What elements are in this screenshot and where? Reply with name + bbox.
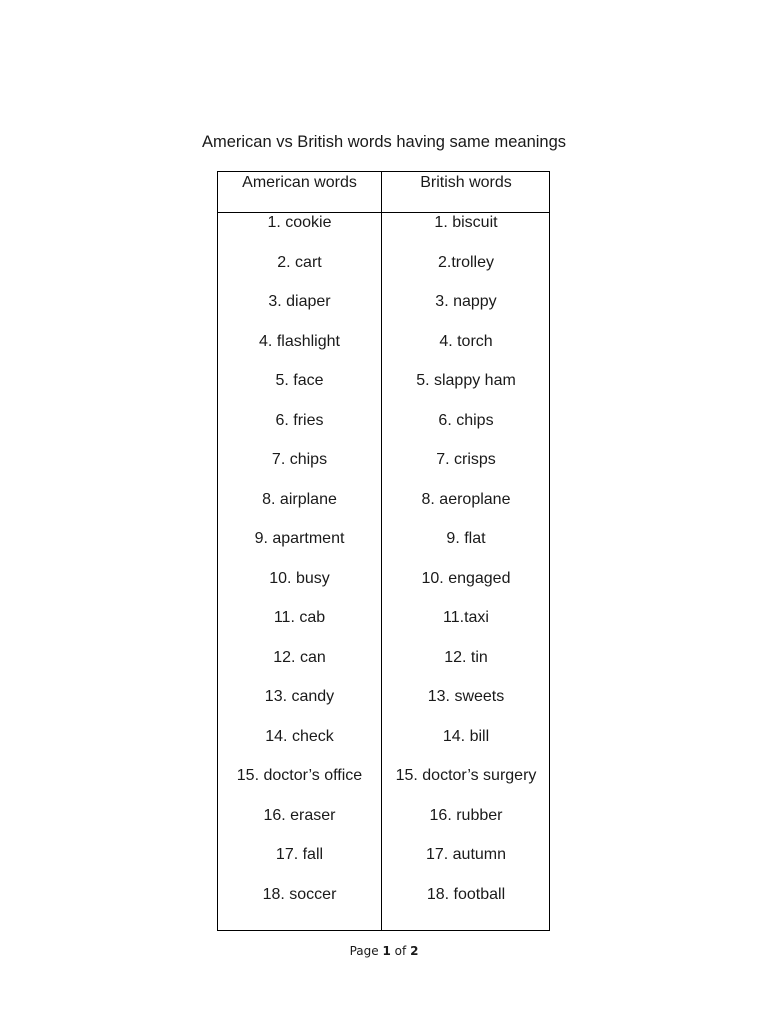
- american-word-cell: 17. fall: [275, 846, 324, 863]
- american-word-cell: 8. airplane: [262, 490, 337, 508]
- american-words-column: [218, 212, 381, 923]
- page-footer: [0, 942, 768, 960]
- american-word-cell: 7. chips: [271, 451, 328, 468]
- british-word-cell: 16. rubber: [429, 806, 503, 824]
- american-word-cell: 18. soccer: [262, 885, 337, 903]
- british-word-cell: 8. aeroplane: [421, 490, 511, 508]
- british-word-cell: 1. biscuit: [434, 214, 498, 231]
- american-word-cell: 10. busy: [269, 569, 330, 587]
- british-word-cell: 9. flat: [446, 530, 486, 547]
- british-words-column: [382, 212, 550, 923]
- american-word-cell: 2. cart: [277, 253, 322, 271]
- american-word-cell: 9. apartment: [254, 530, 345, 547]
- british-word-cell: 15. doctor’s surgery: [395, 767, 537, 784]
- american-word-cell: 4. flashlight: [259, 332, 340, 350]
- total-pages-number: 2: [410, 944, 419, 958]
- british-word-cell: 12. tin: [444, 648, 488, 666]
- british-word-cell: 5. slappy ham: [416, 372, 516, 389]
- header-american-words: American words: [242, 174, 357, 191]
- british-word-cell: 10. engaged: [421, 569, 511, 587]
- american-word-cell: 1. cookie: [267, 214, 332, 231]
- header-british-words: British words: [420, 174, 512, 191]
- american-word-cell: 12. can: [273, 648, 326, 666]
- british-word-cell: 13. sweets: [427, 688, 505, 705]
- british-word-cell: 14. bill: [442, 727, 490, 745]
- american-word-cell: 16. eraser: [263, 806, 336, 824]
- american-word-cell: 6. fries: [275, 411, 324, 429]
- page-label: Page: [349, 944, 379, 958]
- british-word-cell: 7. crisps: [436, 451, 496, 468]
- american-word-cell: 15. doctor’s office: [236, 767, 363, 784]
- british-word-cell: 4. torch: [439, 332, 493, 350]
- word-comparison-table: [217, 171, 550, 931]
- british-word-cell: 2.trolley: [437, 253, 495, 271]
- british-word-cell: 11.taxi: [443, 609, 489, 626]
- american-word-cell: 3. diaper: [268, 293, 331, 310]
- american-word-cell: 13. candy: [264, 688, 335, 705]
- of-label: of: [394, 944, 407, 958]
- british-word-cell: 3. nappy: [435, 293, 497, 310]
- current-page-number: 1: [382, 944, 391, 958]
- american-word-cell: 11. cab: [273, 609, 326, 626]
- american-word-cell: 14. check: [265, 727, 334, 745]
- british-word-cell: 17. autumn: [425, 846, 507, 863]
- british-word-cell: 6. chips: [438, 411, 494, 429]
- document-title: American vs British words having same meanings: [201, 133, 567, 151]
- british-word-cell: 18. football: [426, 885, 506, 903]
- american-word-cell: 5. face: [275, 372, 324, 389]
